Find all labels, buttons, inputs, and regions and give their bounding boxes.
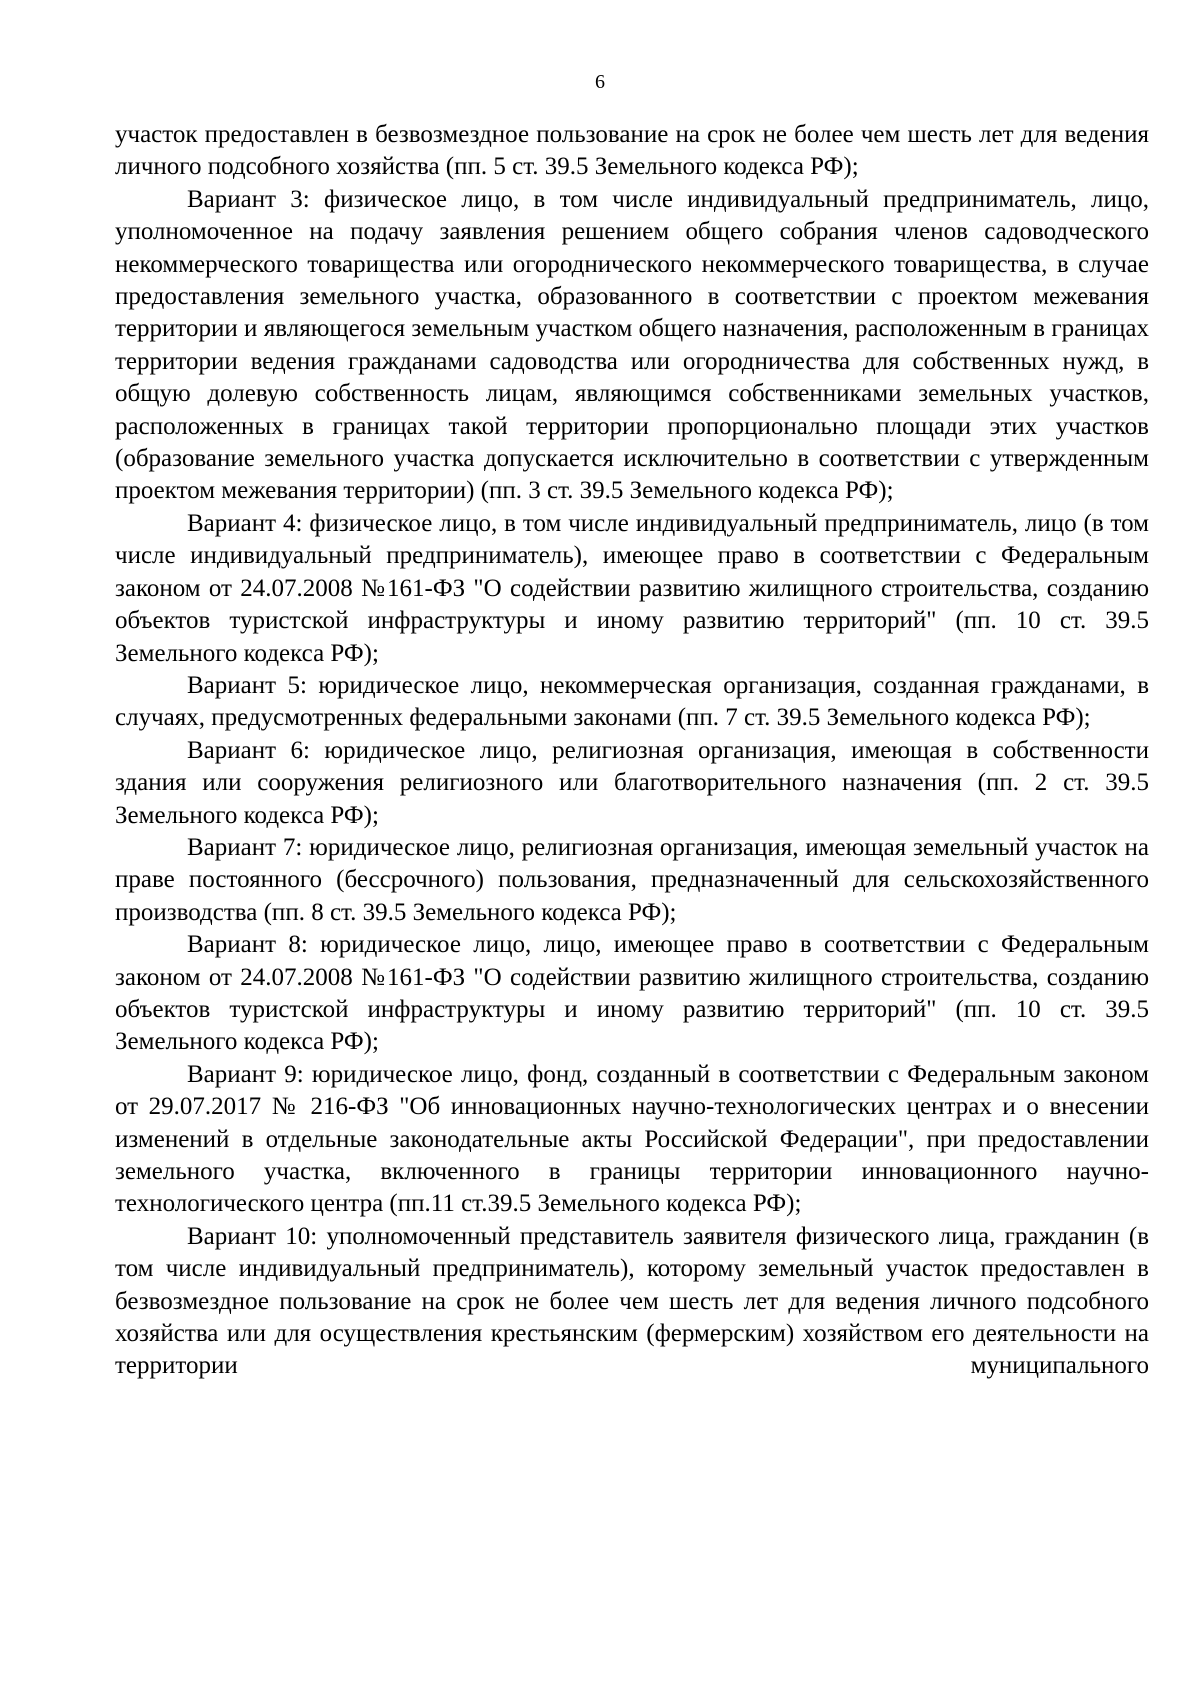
paragraph-variant-6: Вариант 6: юридическое лицо, религиозная организация, имеющая в собственности здания или сооружения религиозного или благотворительного назначения (пп. 2 ст. 39.5 Земельного кодекса РФ); [115,736,1149,829]
paragraph-variant-4: Вариант 4: физическое лицо, в том числе индивидуальный предприниматель, лицо (в том числе индивидуальный предприниматель), имеющее право в соответствии с Федеральным законом от 24.07.2008 №161-ФЗ "О содействии развитию жилищного строительства, созданию объектов туристской инфраструктуры и иному развитию территорий" (пп. 10 ст. 39.5 Земельного кодекса РФ); [115,509,1149,667]
paragraph-variant-7: Вариант 7: юридическое лицо, религиозная организация, имеющая земельный участок на праве постоянного (бессрочного) пользования, предназначенный для сельскохозяйственного производства (пп. 8 ст. 39.5 Земельного кодекса РФ); [115,833,1149,926]
document-body [115,119,1149,1383]
paragraph-variant-5: Вариант 5: юридическое лицо, некоммерческая организация, созданная гражданами, в случаях, предусмотренных федеральными законами (пп. 7 ст. 39.5 Земельного кодекса РФ); [115,671,1149,732]
paragraph-variant-8: Вариант 8: юридическое лицо, лицо, имеющее право в соответствии с Федеральным законом от 24.07.2008 №161-ФЗ "О содействии развитию жилищного строительства, созданию объектов туристской инфраструктуры и иному развитию территорий" (пп. 10 ст. 39.5 Земельного кодекса РФ); [115,931,1149,1056]
paragraph-variant-9: Вариант 9: юридическое лицо, фонд, созданный в соответствии с Федеральным законом от 29.07.2017 № 216-ФЗ "Об инновационных научно-технологических центрах и о внесении изменений в отдельные законодательные акты Российской Федерации", при предоставлении земельного участка, включенного в границы территории инновационного научно-технологического центра (пп.11 ст.39.5 Земельного кодекса РФ); [115,1060,1149,1218]
paragraph-variant-10: Вариант 10: уполномоченный представитель заявителя физического лица, гражданин (в том числе индивидуальный предприниматель), которому земельный участок предоставлен в безвозмездное пользование на срок не более чем шесть лет для ведения личного подсобного хозяйства или для осуществления крестьянским (фермерским) хозяйством его деятельности на территории муниципального [115,1222,1149,1380]
page-number: 6 [595,71,605,93]
paragraph-variant-3: Вариант 3: физическое лицо, в том числе индивидуальный предприниматель, лицо, уполномоченное на подачу заявления решением общего собрания членов садоводческого некоммерческого товарищества или огороднического некоммерческого товарищества, в случае предоставления земельного участка, образованного в соответствии с проектом межевания территории и являющегося земельным участком общего назначения, расположенным в границах территории ведения гражданами садоводства или огородничества для собственных нужд, в общую долевую собственность лицам, являющимся собственниками земельных участков, расположенных в границах такой территории пропорционально площади этих участков (образование земельного участка допускается исключительно в соответствии с утвержденным проектом межевания территории) (пп. 3 ст. 39.5 Земельного кодекса РФ); [115,185,1149,505]
paragraph-continuation: участок предоставлен в безвозмездное пользование на срок не более чем шесть лет для ведения личного подсобного хозяйства (пп. 5 ст. 39.5 Земельного кодекса РФ); [115,121,1149,181]
